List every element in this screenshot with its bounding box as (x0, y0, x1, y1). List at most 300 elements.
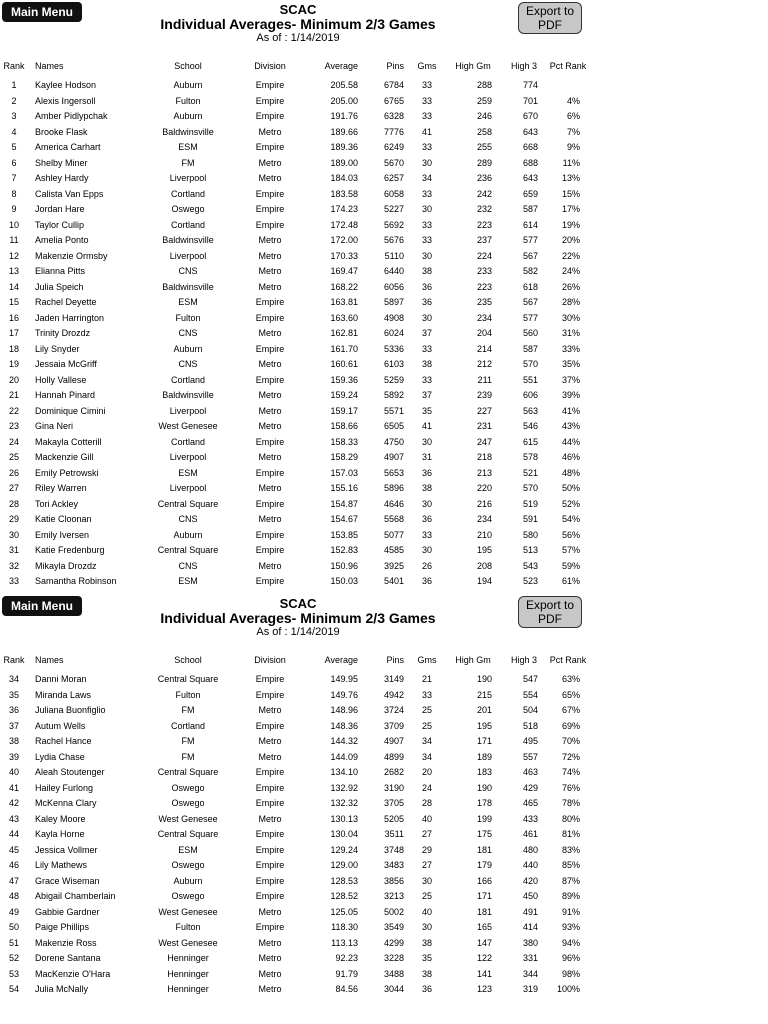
column-header-name: Names (35, 61, 64, 71)
table-row (0, 140, 768, 155)
table-row (0, 435, 768, 450)
cell-average: 155.16 (330, 483, 358, 493)
cell-school: Auburn (173, 875, 203, 886)
cell-school: Cortland (170, 188, 206, 199)
cell-average: 129.24 (330, 844, 358, 855)
cell-rank: 44 (8, 829, 19, 839)
cell-average: 113.13 (331, 937, 358, 948)
table-row (0, 171, 768, 186)
cell-school: Baldwinsville (162, 126, 214, 137)
cell-pct-rank: 46% (561, 452, 580, 462)
cell-high-three: 513 (522, 545, 538, 555)
cell-pins: 4750 (383, 436, 404, 447)
cell-school: CNS (178, 359, 198, 369)
cell-high-game: 181 (476, 906, 492, 917)
cell-high-three: 480 (522, 844, 538, 855)
cell-rank: 45 (8, 844, 19, 855)
cell-school: Fulton (175, 95, 201, 106)
cell-name: Lily Snyder (35, 343, 80, 354)
cell-pct-rank: 22% (561, 250, 580, 261)
cell-high-three: 461 (522, 829, 538, 839)
cell-name: Samantha Robinson (35, 576, 117, 586)
cell-school: ESM (178, 297, 198, 307)
cell-school: Oswego (171, 860, 205, 870)
cell-division: Metro (258, 390, 282, 400)
cell-school: West Genesee (158, 813, 218, 824)
column-header-pct-rank: Pct Rank (549, 655, 587, 665)
cell-high-game: 246 (476, 111, 492, 121)
cell-games: 33 (421, 219, 432, 230)
cell-division: Metro (258, 514, 282, 524)
cell-high-game: 166 (476, 875, 492, 886)
cell-high-three: 554 (522, 689, 538, 700)
column-header-high-three: High 3 (510, 655, 537, 665)
cell-name: Abigail Chamberlain (35, 891, 116, 901)
cell-average: 170.33 (330, 250, 358, 261)
cell-pct-rank: 15% (561, 188, 580, 199)
cell-average: 191.76 (330, 111, 358, 121)
cell-school: CNS (178, 514, 198, 524)
cell-name: Jessica Vollmer (35, 844, 98, 855)
column-header-average: Average (324, 655, 358, 665)
cell-high-game: 223 (476, 219, 492, 230)
cell-school: FM (181, 736, 195, 746)
cell-games: 38 (421, 359, 432, 369)
cell-school: CNS (178, 328, 198, 338)
cell-division: Empire (255, 219, 285, 230)
cell-high-game: 195 (476, 545, 492, 555)
cell-school: West Genesee (158, 906, 218, 917)
cell-games: 38 (421, 937, 432, 948)
table-row (0, 889, 768, 904)
table-row (0, 936, 768, 951)
cell-average: 153.85 (330, 529, 358, 540)
cell-high-game: 175 (476, 829, 492, 839)
cell-high-game: 210 (476, 529, 492, 540)
cell-pins: 6765 (383, 95, 404, 106)
cell-high-game: 233 (476, 266, 492, 276)
cell-pct-rank: 74% (561, 767, 580, 777)
cell-name: Makayla Cotterill (35, 436, 102, 447)
cell-high-three: 701 (522, 95, 538, 106)
cell-division: Metro (258, 751, 282, 762)
cell-pct-rank: 9% (566, 142, 580, 152)
table-row (0, 357, 768, 372)
export-pdf-button[interactable] (518, 596, 582, 628)
table-row (0, 781, 768, 796)
table-row (0, 187, 768, 202)
cell-games: 36 (421, 467, 432, 478)
cell-name: Katie Cloonan (35, 514, 92, 524)
cell-pins: 3549 (383, 922, 404, 932)
cell-division: Metro (258, 359, 282, 369)
cell-name: Tori Ackley (35, 498, 79, 509)
cell-pct-rank: 85% (561, 860, 580, 870)
cell-name: Emily Iversen (35, 529, 90, 540)
cell-high-three: 429 (522, 782, 538, 793)
cell-school: West Genesee (158, 937, 218, 948)
cell-division: Metro (258, 452, 282, 462)
cell-division: Empire (255, 498, 285, 509)
cell-division: Metro (258, 937, 282, 948)
cell-games: 33 (421, 529, 432, 540)
cell-high-game: 189 (476, 751, 492, 762)
cell-high-game: 232 (476, 204, 492, 214)
cell-school: CNS (178, 560, 198, 571)
cell-division: Metro (258, 250, 282, 261)
cell-average: 150.96 (330, 560, 358, 571)
cell-division: Metro (258, 968, 282, 979)
cell-average: 128.53 (330, 875, 358, 886)
cell-games: 34 (421, 736, 432, 746)
table-row (0, 388, 768, 403)
cell-games: 33 (421, 689, 432, 700)
cell-division: Metro (258, 235, 282, 245)
cell-division: Empire (255, 545, 285, 555)
table-row (0, 280, 768, 295)
cell-high-game: 215 (476, 689, 492, 700)
cell-games: 37 (421, 390, 432, 400)
cell-rank: 41 (8, 782, 19, 793)
cell-name: Jaden Harrington (35, 312, 105, 323)
cell-average: 205.58 (330, 80, 358, 90)
cell-pins: 5896 (383, 483, 404, 493)
cell-name: Calista Van Epps (35, 188, 104, 199)
cell-games: 33 (421, 95, 432, 106)
cell-average: 174.23 (330, 204, 358, 214)
cell-school: ESM (178, 844, 198, 855)
cell-rank: 27 (8, 483, 19, 493)
cell-high-three: 614 (522, 219, 538, 230)
cell-average: 134.10 (330, 767, 358, 777)
table-row (0, 734, 768, 749)
column-header-name: Names (35, 655, 64, 665)
cell-division: Empire (255, 204, 285, 214)
cell-games: 24 (421, 782, 432, 793)
cell-rank: 36 (8, 705, 19, 715)
cell-division: Empire (255, 374, 285, 385)
column-header-high-game: High Gm (455, 61, 491, 71)
cell-pins: 3213 (383, 891, 404, 901)
column-header-average: Average (324, 61, 358, 71)
cell-high-three: 523 (522, 576, 538, 586)
cell-pins: 5336 (383, 343, 404, 354)
table-row (0, 295, 768, 310)
cell-average: 189.66 (330, 126, 358, 137)
cell-school: ESM (178, 576, 198, 586)
cell-average: 128.52 (330, 891, 358, 901)
cell-pct-rank: 94% (561, 937, 580, 948)
table-row (0, 342, 768, 357)
cell-pct-rank: 35% (561, 359, 580, 369)
cell-name: America Carhart (35, 142, 101, 152)
cell-games: 38 (421, 483, 432, 493)
cell-high-three: 518 (522, 720, 538, 731)
main-menu-button[interactable]: Main Menu (2, 2, 82, 22)
column-header-row (0, 653, 768, 668)
cell-division: Empire (255, 674, 285, 684)
cell-pins: 5692 (383, 219, 404, 230)
cell-rank: 12 (8, 250, 19, 261)
table-row (0, 326, 768, 341)
cell-high-game: 194 (476, 576, 492, 586)
cell-school: Henninger (167, 984, 209, 994)
cell-pins: 4646 (383, 498, 404, 509)
cell-high-three: 414 (522, 922, 538, 932)
cell-high-game: 239 (476, 390, 492, 400)
cell-pct-rank: 30% (561, 312, 580, 323)
cell-games: 33 (421, 374, 432, 385)
cell-high-three: 519 (522, 498, 538, 509)
cell-pins: 5897 (383, 297, 404, 307)
cell-school: Oswego (171, 204, 205, 214)
cell-high-three: 618 (522, 281, 538, 292)
cell-name: Julia McNally (35, 984, 89, 994)
table-row (0, 249, 768, 264)
cell-average: 157.03 (330, 467, 358, 478)
table-row (0, 796, 768, 811)
cell-rank: 43 (8, 813, 19, 824)
cell-school: Baldwinsville (162, 281, 214, 292)
cell-high-three: 577 (522, 312, 538, 323)
cell-high-three: 570 (522, 483, 538, 493)
cell-games: 33 (421, 111, 432, 121)
cell-division: Metro (258, 560, 282, 571)
cell-pins: 4299 (383, 937, 404, 948)
cell-average: 84.56 (335, 984, 358, 994)
cell-rank: 47 (8, 875, 19, 886)
cell-pct-rank: 59% (561, 560, 580, 571)
cell-rank: 25 (8, 452, 19, 462)
cell-games: 30 (421, 545, 432, 555)
cell-name: Rachel Hance (35, 736, 92, 746)
cell-pct-rank: 17% (561, 204, 580, 214)
cell-rank: 19 (8, 359, 19, 369)
cell-high-three: 465 (522, 798, 538, 808)
cell-school: FM (181, 705, 195, 715)
cell-rank: 8 (11, 188, 17, 199)
cell-high-three: 567 (522, 250, 538, 261)
export-label-line2: PDF (538, 612, 562, 626)
cell-average: 159.36 (330, 374, 358, 385)
cell-games: 33 (421, 188, 432, 199)
cell-games: 30 (421, 250, 432, 261)
cell-rank: 31 (8, 545, 19, 555)
cell-school: Liverpool (169, 250, 207, 261)
table-row (0, 466, 768, 481)
cell-pct-rank: 37% (561, 374, 580, 385)
cell-division: Empire (255, 922, 285, 932)
cell-school: Oswego (171, 782, 205, 793)
cell-average: 163.81 (330, 297, 358, 307)
cell-name: Gabbie Gardner (35, 906, 100, 917)
cell-name: Riley Warren (35, 483, 87, 493)
cell-high-game: 122 (476, 953, 492, 963)
cell-name: Makenzie Ormsby (35, 250, 108, 261)
table-row (0, 481, 768, 496)
table-row (0, 94, 768, 109)
cell-name: Gina Neri (35, 421, 74, 431)
table-row (0, 858, 768, 873)
cell-average: 158.29 (330, 452, 358, 462)
cell-high-three: 615 (522, 436, 538, 447)
cell-division: Metro (258, 953, 282, 963)
cell-rank: 13 (8, 266, 19, 276)
cell-division: Empire (255, 860, 285, 870)
cell-games: 25 (421, 705, 432, 715)
main-menu-button[interactable]: Main Menu (2, 596, 82, 616)
page1-header (0, 0, 768, 60)
cell-name: Lydia Chase (35, 751, 85, 762)
table-row (0, 827, 768, 842)
table-row (0, 982, 768, 997)
cell-average: 152.83 (330, 545, 358, 555)
cell-name: Elianna Pitts (35, 266, 86, 276)
table-row (0, 920, 768, 935)
cell-pins: 3149 (383, 674, 404, 684)
table-row (0, 703, 768, 718)
cell-games: 36 (421, 984, 432, 994)
column-header-school: School (174, 61, 202, 71)
table-row (0, 672, 768, 687)
column-header-high-three: High 3 (510, 61, 537, 71)
cell-division: Metro (258, 173, 282, 183)
column-header-row (0, 59, 768, 74)
cell-pct-rank: 98% (561, 968, 580, 979)
report-title-org: SCAC (279, 2, 317, 17)
cell-high-three: 643 (522, 126, 538, 137)
export-label-line1: Export to (525, 598, 575, 612)
cell-average: 162.81 (330, 328, 358, 338)
cell-division: Empire (255, 798, 285, 808)
cell-games: 35 (421, 953, 432, 963)
cell-pins: 3856 (383, 875, 404, 886)
cell-high-three: 587 (522, 343, 538, 354)
cell-high-three: 331 (522, 953, 538, 963)
cell-division: Empire (255, 875, 285, 886)
cell-pins: 3511 (384, 829, 404, 839)
cell-high-three: 643 (522, 173, 538, 183)
cell-high-three: 580 (522, 529, 538, 540)
cell-rank: 46 (8, 860, 19, 870)
cell-games: 29 (421, 844, 432, 855)
cell-average: 159.24 (330, 390, 358, 400)
cell-high-game: 259 (476, 95, 492, 106)
cell-pins: 6103 (383, 359, 404, 369)
cell-average: 159.17 (330, 405, 358, 416)
cell-rank: 37 (8, 720, 19, 731)
cell-name: Mackenzie Gill (35, 452, 94, 462)
cell-pins: 4942 (383, 689, 404, 700)
cell-rank: 29 (8, 514, 19, 524)
cell-name: Rachel Deyette (35, 297, 97, 307)
cell-rank: 17 (8, 328, 19, 338)
cell-average: 158.66 (330, 421, 358, 431)
cell-average: 149.76 (330, 689, 358, 700)
cell-high-game: 181 (476, 844, 492, 855)
cell-pct-rank: 57% (561, 545, 580, 555)
cell-high-three: 440 (522, 860, 538, 870)
cell-games: 30 (421, 312, 432, 323)
cell-high-three: 433 (522, 813, 538, 824)
cell-name: Katie Fredenburg (35, 545, 105, 555)
cell-division: Empire (255, 297, 285, 307)
cell-pct-rank: 72% (561, 751, 580, 762)
cell-name: Amelia Ponto (35, 235, 89, 245)
report-title-org: SCAC (279, 596, 317, 611)
cell-average: 189.00 (330, 157, 358, 168)
table-row (0, 765, 768, 780)
cell-games: 26 (421, 560, 432, 571)
cell-games: 30 (421, 498, 432, 509)
table-row (0, 951, 768, 966)
cell-pins: 3228 (383, 953, 404, 963)
cell-pct-rank: 81% (561, 829, 580, 839)
cell-games: 27 (421, 860, 432, 870)
cell-high-three: 578 (522, 452, 538, 462)
cell-division: Metro (258, 405, 282, 416)
cell-pct-rank: 52% (561, 498, 580, 509)
cell-pct-rank: 26% (561, 281, 580, 292)
cell-division: Empire (255, 720, 285, 731)
table-row (0, 311, 768, 326)
export-pdf-button[interactable] (518, 2, 582, 34)
cell-high-game: 231 (476, 421, 492, 431)
cell-school: FM (181, 157, 195, 168)
cell-pct-rank: 6% (566, 111, 580, 121)
cell-pct-rank: 31% (561, 328, 580, 338)
cell-rank: 32 (8, 560, 19, 571)
cell-pins: 5077 (383, 529, 404, 540)
cell-division: Empire (255, 891, 285, 901)
page2-header (0, 594, 768, 654)
cell-high-game: 171 (476, 891, 492, 901)
cell-division: Metro (258, 906, 282, 917)
cell-high-game: 213 (476, 467, 492, 478)
cell-high-game: 190 (476, 674, 492, 684)
cell-games: 30 (421, 922, 432, 932)
cell-rank: 5 (11, 142, 17, 152)
cell-name: MacKenzie O'Hara (35, 968, 111, 979)
cell-rank: 16 (8, 312, 19, 323)
cell-games: 30 (421, 436, 432, 447)
cell-games: 34 (421, 173, 432, 183)
table-row (0, 218, 768, 233)
cell-high-game: 258 (476, 126, 492, 137)
cell-rank: 14 (8, 281, 19, 292)
cell-pins: 5676 (383, 235, 404, 245)
cell-pins: 3748 (383, 844, 404, 855)
cell-games: 30 (421, 157, 432, 168)
export-label-line2: PDF (538, 18, 562, 32)
cell-average: 125.05 (330, 906, 358, 917)
cell-name: Brooke Flask (35, 126, 88, 137)
table-row (0, 450, 768, 465)
cell-rank: 6 (11, 157, 17, 168)
cell-pct-rank: 39% (561, 390, 580, 400)
cell-pins: 3925 (383, 560, 404, 571)
cell-pct-rank: 80% (561, 813, 580, 824)
table-row (0, 719, 768, 734)
cell-name: Dominique Cimini (35, 405, 106, 416)
table-row (0, 543, 768, 558)
cell-high-game: 179 (476, 860, 492, 870)
cell-high-three: 688 (522, 157, 538, 168)
cell-pct-rank: 13% (561, 173, 580, 183)
cell-school: Oswego (171, 798, 205, 808)
cell-name: Ashley Hardy (35, 173, 89, 183)
cell-games: 27 (421, 829, 432, 839)
